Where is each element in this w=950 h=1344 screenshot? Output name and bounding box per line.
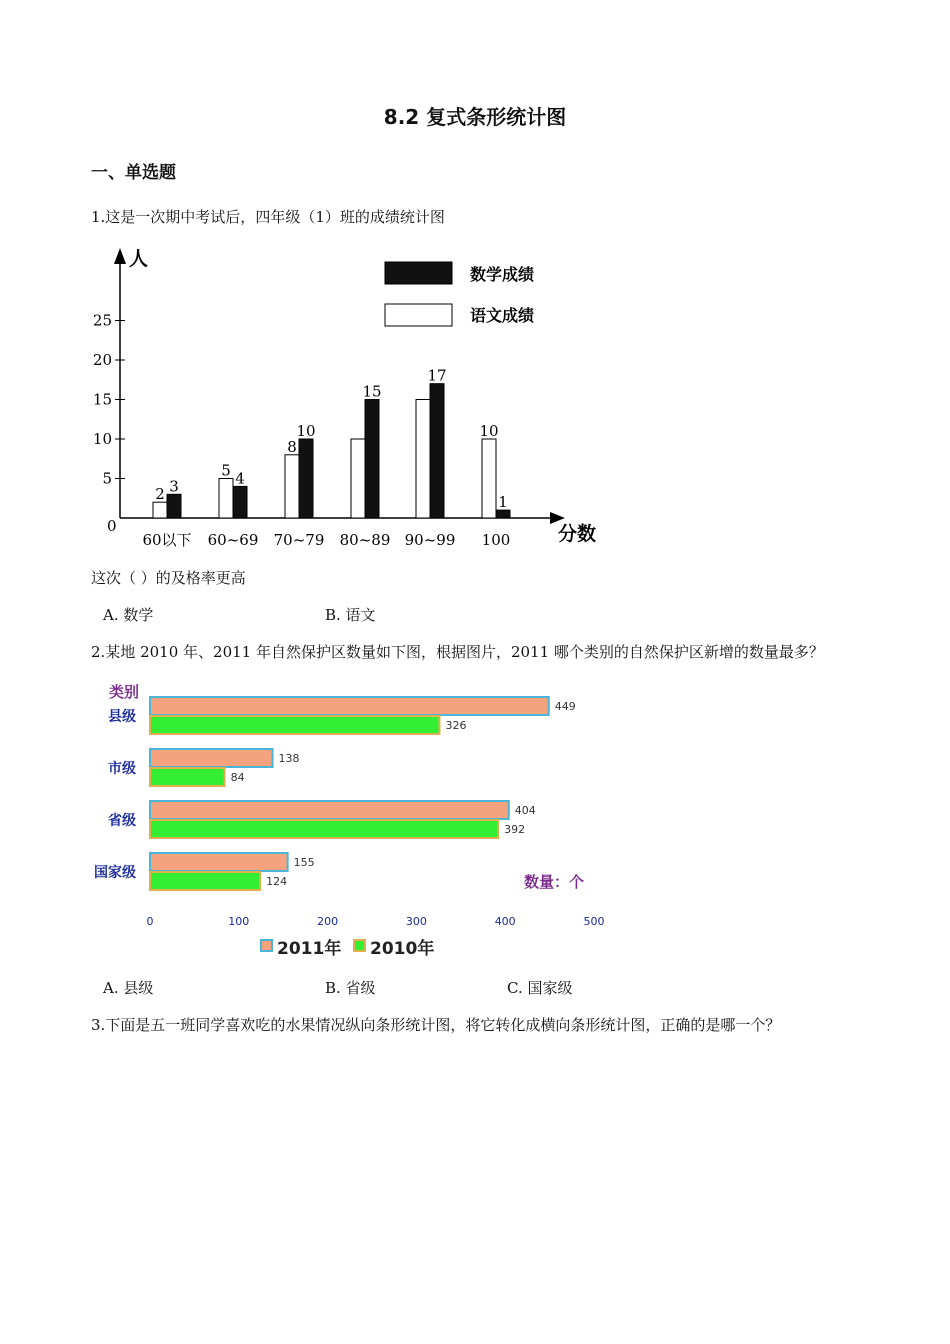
x-tick-label: 100 [228,915,250,928]
data-label: 10 [296,422,316,440]
x-tick-label: 90~99 [404,531,456,549]
bar-math [430,384,444,518]
y-tick-label: 15 [92,390,112,409]
bar-math [299,439,313,518]
legend-label-2011: 2011年 [277,939,342,959]
bar-2010 [150,872,260,890]
x-tick-label: 300 [405,915,427,928]
bar-chinese [482,439,496,518]
option-a[interactable]: A. 数学 [103,606,154,624]
legend-swatch-2010 [354,940,365,951]
bar-2010 [150,820,498,838]
category-label: 市级 [108,761,136,777]
bar-2010 [150,768,225,786]
data-label: 124 [266,875,288,888]
data-label: 17 [427,366,447,385]
bar-chinese [153,502,167,518]
y-tick-label: 0 [107,517,117,535]
data-label: 10 [479,422,499,440]
data-label: 449 [554,700,576,713]
x-tick-label: 200 [317,915,339,928]
option-a[interactable]: A. 县级 [103,979,154,997]
x-axis-label: 数量：个 [524,873,585,891]
bar-2011 [150,853,288,871]
chart-score-bars [92,240,615,555]
y-tick-label: 10 [92,430,112,448]
question-2-stem: 2.某地 2010 年、2011 年自然保护区数量如下图，根据图片，2011 哪个类别的自然保护区新增的数量最多？ [91,643,824,661]
data-label: 2 [155,485,165,504]
data-label: 326 [445,719,467,732]
legend-label-chinese: 语文成绩 [470,306,535,325]
x-tick-label: 60以下 [142,531,192,549]
bar-math [496,510,510,518]
y-axis-label: 人 [129,248,149,270]
bar-math [365,400,379,519]
y-tick-label: 20 [92,351,112,369]
question-1-prompt: 这次（ ）的及格率更高 [91,569,246,587]
x-tick-label: 100 [481,531,511,549]
category-label: 国家级 [94,865,136,881]
bar-2011 [150,801,509,819]
data-label: 8 [287,437,297,456]
y-axis-label: 类别 [109,683,140,701]
option-b[interactable]: B. 省级 [325,979,376,997]
data-label: 5 [221,461,231,480]
bar-chinese [351,439,365,518]
data-label: 1 [498,493,508,512]
question-3-stem: 3.下面是五一班同学喜欢吃的水果情况纵向条形统计图，将它转化成横向条形统计图，正确的是哪一个？ [91,1016,781,1034]
data-label: 4 [235,469,245,488]
x-tick-label: 0 [146,915,154,928]
x-tick-label: 80~89 [339,531,391,549]
data-label: 404 [514,804,536,817]
bar-2011 [150,697,549,715]
data-label: 392 [504,823,526,836]
y-tick-label: 25 [92,311,112,330]
question-1-stem: 1.这是一次期中考试后，四年级（1）班的成绩统计图 [91,208,445,226]
bar-math [167,494,181,518]
x-tick-label: 400 [494,915,516,928]
x-tick-label: 60~69 [207,531,259,549]
x-tick-label: 70~79 [273,531,325,549]
legend-swatch-2011 [261,940,272,951]
legend-swatch-math [385,262,452,284]
bar-math [233,486,247,518]
section-heading: 一、单选题 [91,163,176,183]
data-label: 84 [230,771,245,784]
bar-chinese [416,400,430,519]
category-label: 省级 [108,813,136,829]
option-c[interactable]: C. 国家级 [507,979,573,997]
chart-reserve-bars [88,678,613,963]
x-axis-label: 分数 [558,523,597,545]
bar-chinese [219,479,233,519]
bar-chinese [285,455,299,518]
legend-label-2010: 2010年 [370,939,435,959]
y-tick-label: 5 [102,469,112,488]
y-axis-arrow [114,248,126,264]
data-label: 3 [169,477,179,496]
x-tick-label: 500 [583,915,605,928]
option-b[interactable]: B. 语文 [325,606,376,624]
legend-swatch-chinese [385,304,452,326]
bar-2011 [150,749,273,767]
page-title: 8.2 复式条形统计图 [383,105,567,129]
data-label: 138 [278,752,300,765]
legend-label-math: 数学成绩 [470,265,535,284]
data-label: 15 [362,382,382,401]
category-label: 县级 [108,709,136,725]
bar-2010 [150,716,439,734]
data-label: 155 [293,856,315,869]
